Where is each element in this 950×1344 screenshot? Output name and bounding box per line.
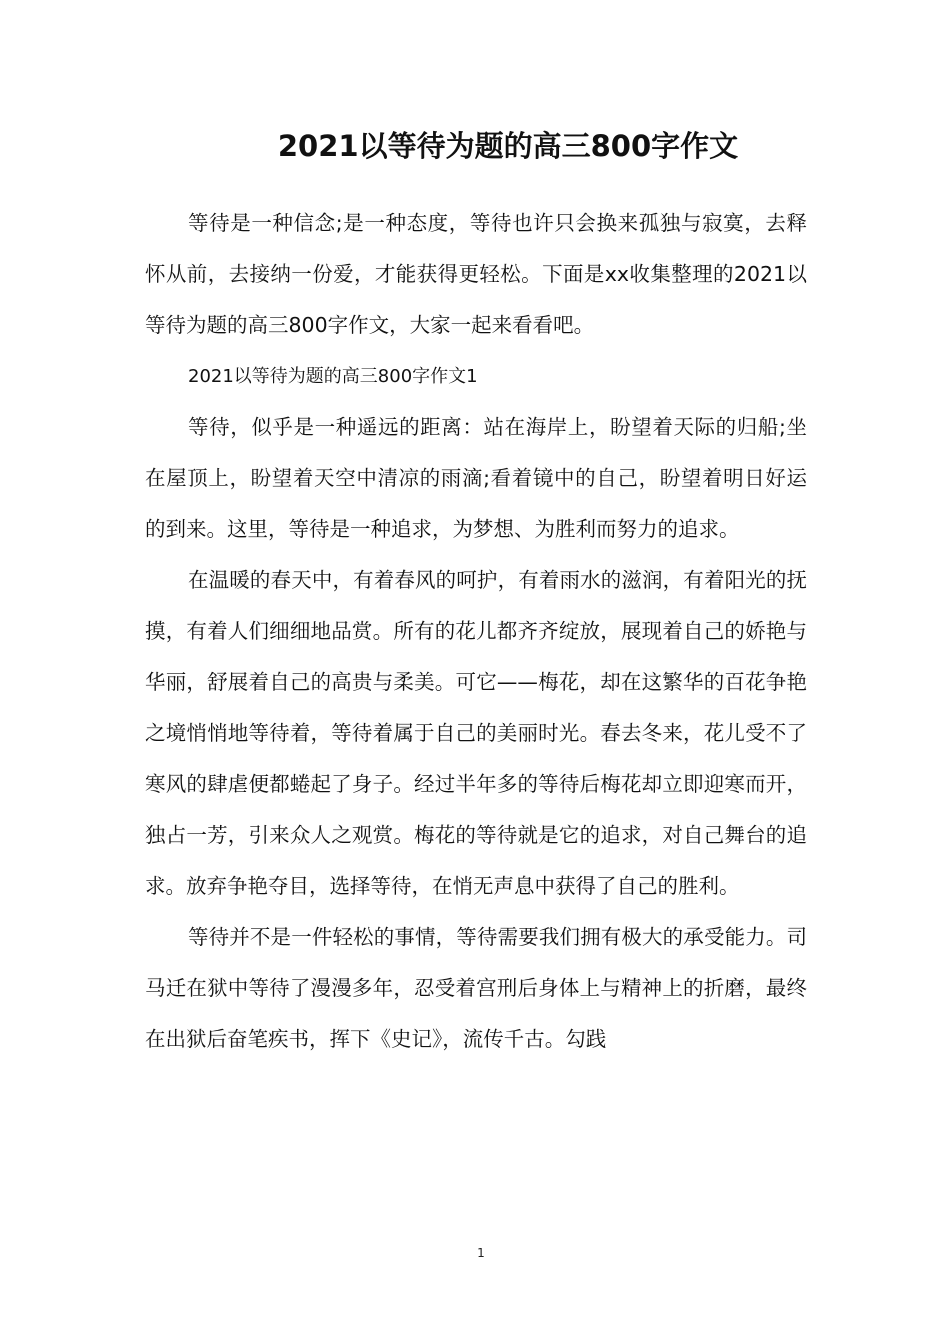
document-body [145,198,807,1065]
document-title: 2021以等待为题的高三800字作文 [277,129,739,163]
page-number: 1 [477,1246,485,1260]
intro-paragraph: 等待是一种信念;是一种态度，等待也许只会换来孤独与寂寞，去释怀从前，去接纳一份爱，才能获得更轻松。下面是xx收集整理的2021以等待为题的高三800字作文，大家一起来看看吧。 [145,211,807,337]
essay-subheading: 2021以等待为题的高三800字作文1 [188,366,478,387]
essay-paragraph: 等待，似乎是一种遥远的距离：站在海岸上，盼望着天际的归船;坐在屋顶上，盼望着天空中清凉的雨滴;看着镜中的自己，盼望着明日好运的到来。这里，等待是一种追求，为梦想、为胜利而努力的追求。 [145,415,807,541]
essay-paragraph: 在温暖的春天中，有着春风的呵护，有着雨水的滋润，有着阳光的抚摸，有着人们细细地品赏。所有的花儿都齐齐绽放，展现着自己的娇艳与华丽，舒展着自己的高贵与柔美。可它——梅花，却在这繁华的百花争艳之境悄悄地等待着，等待着属于自己的美丽时光。春去冬来，花儿受不了寒风的肆虐便都蜷起了身子。经过半年多的等待后梅花却立即迎寒而开，独占一芳，引来众人之观赏。梅花的等待就是它的追求，对自己舞台的追求。放弃争艳夺目，选择等待，在悄无声息中获得了自己的胜利。 [145,568,807,898]
essay-paragraph: 等待并不是一件轻松的事情，等待需要我们拥有极大的承受能力。司马迁在狱中等待了漫漫多年，忍受着宫刑后身体上与精神上的折磨，最终在出狱后奋笔疾书，挥下《史记》，流传千古。勾践 [145,925,807,1051]
